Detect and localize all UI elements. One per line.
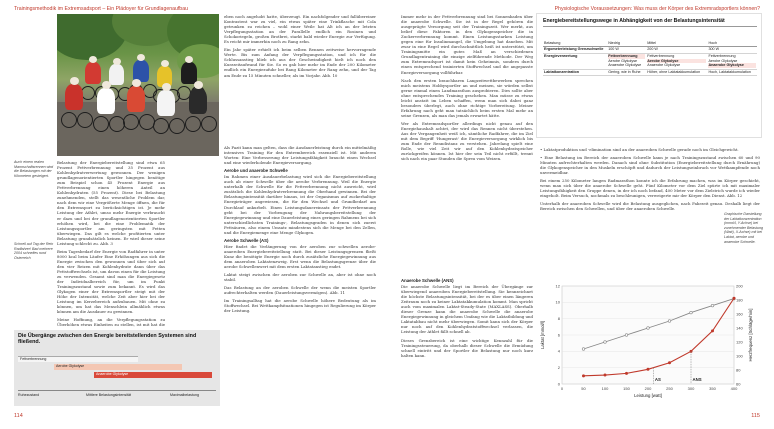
table-cell xyxy=(646,53,707,69)
paragraph: Belastung der Energiebereitstellung sind etwa 65 Prozent Fettverbrennung und 35 Prozent aus Kohlenhydratverwertung gewonnen. Der wenigen grundlagenorientierten Sportler hingegen benötige zum Beispiel schon 45 Prozent Energie aus Fettverbrennung einen höheren Anteil an Kohlenhydraten (55 Prozent). Diese bei Belastung zunehmenden, stellt das wesentliche Problem dar, nach dem wir eine Vergrößerte Menge öffnen, die für den Extremsport zu berücksichtigen ist. Je mehr Leistung der Athlet, umso mehr Energie verbraucht er dazu und bei der grundlagenorientierten Sportler erhöhen wird, bei die eine Problematik der Leistungssportler am geringsten mit Fetten überwiegen. Das gilt es welche profitierten unter Belastung grundsätzlich keinen. Er wird dieser seine Leistung schlecht zu. Abb. 3 xyxy=(57,160,165,246)
x-tick-label: 250 xyxy=(666,386,673,391)
paragraph: Hier findet die Verlängerung von der aeroben zur schwellen aerobe-anaeroben Energiebereitstellung statt. Bei dieser Leistungsgrenzen fließt Kunz die benötigte Energie noch durch zusätzliche Energiegewinnung aus dem anaeroben Laktatenzweig. Erst wenn die Belastungsgrenze über die aerobe Schwellenwert mit dem ersten Laktatanstieg endet. xyxy=(224,243,376,270)
paragraph: Nach den ersten brauchbaren Langzeitwettbewerben sprechen mich meistens Hobbysportler an und meinen, sie würden selbst gerne einmal einen Landmarathon ausprobieren. Dies sollte aber ohne entsprechendes Training geschehen. Man müsse zu etwas leicht anstatt im Leben schaffen, wenn man sich dabei ganz besonders überlegt, auch ohne richtige Vorbereitung. Meiner Erfahrung nach geht man tatsächlich beim ersten Mal mehr an seine Grenzen, als man das jemals erwartet hätte. xyxy=(401,77,533,118)
right-running-header: Physiologische Voraussetzungen: Was muss der Körper des Extremradsportlers können? xyxy=(554,6,760,12)
left-running-header: Trainingsmethodik im Extremsadsport – Ein Plädoyer für Grundlagenaufbau xyxy=(14,6,188,12)
threshold-label: ANS xyxy=(692,377,702,382)
lactate-chart xyxy=(536,280,758,404)
y2-tick-label: 140 xyxy=(736,325,743,331)
cell-line: Aerobe Glykolyse xyxy=(708,58,738,63)
scale-rest: Ruhezustand xyxy=(18,393,40,397)
x-tick-label: 200 xyxy=(644,386,652,391)
table-row xyxy=(543,46,757,53)
data-point-laktat xyxy=(625,372,628,375)
aerobic-glycolysis-bar: Aerobe Glykolyse xyxy=(54,364,182,370)
paragraph: Wer als Extremradsportler allerdings nicht genau auf den Energiehaushalt achtet, der wird das Rennen nicht überstehen. Aus der Vergangenheit weiß ich, sämtliche Radfahrer, die im Ziel mit dem Begriff 'Hungerast' die Energieversorgung wirklich bis zum Ende der Renndistanz zu verstehen. Jahrelang spielt eine Rolle, wie viel Zeit wir auf den Kohlenhydratspeicher zurückgreifen können. Ist hier der sein Teil nicht erfüllt, trennt sich nach ein paar Stunden die Spreu vom Weizen. xyxy=(401,120,533,162)
y2-tick-label: 60 xyxy=(736,381,741,387)
cell-line: Anaerobe Glykolyse xyxy=(608,63,642,68)
x-tick-label: 400 xyxy=(730,386,738,391)
data-point-laktat xyxy=(668,361,671,364)
x-tick-label: 0 xyxy=(560,386,564,391)
row-label: Energieverwertung xyxy=(543,53,607,69)
table-cell xyxy=(707,53,757,69)
chart-caption: Graphische Darstellung der Laktatkonzentration (mmol/l, Y-Achse) bei zunehmender Belastung (Watt), X-Achse) mit bei Laktat, aerobe und anaerobe Schwelle. xyxy=(724,212,763,244)
y2-tick-label: 100 xyxy=(736,353,743,359)
cell-line: Fettverbrennung xyxy=(608,54,645,59)
data-point-herzfrequenz xyxy=(625,334,628,337)
bullet: • Laktatproduktion und -elimination sind an der anaeroben Schwelle gerade noch im Gleichgewicht. xyxy=(540,147,739,152)
y-tick-label: 2 xyxy=(557,365,560,371)
cell-line: Aerobe Glykolyse xyxy=(608,58,638,63)
table-cell: Höher, ohne Laktatakkumulation xyxy=(646,69,707,76)
multiline-cell xyxy=(708,54,756,68)
cyclists-photo xyxy=(57,14,219,156)
scale-max: Maximalbelastung xyxy=(170,393,199,397)
y2-tick-label: 120 xyxy=(736,339,743,345)
table-header: Hoch xyxy=(707,40,757,46)
paragraph: Das Belastung an der aeroben Schwelle der wenn die meisten Sportler aufrechterhalten werden (Dauerleistungsvermögen). Abb. 11 xyxy=(224,285,376,296)
y-axis-label: Laktat [mmol/l] xyxy=(540,321,545,349)
multiline-cell xyxy=(608,54,645,68)
cell-line: Fettverbrennung xyxy=(708,54,736,59)
data-point-herzfrequenz xyxy=(668,320,671,323)
y-tick-label: 10 xyxy=(555,299,560,305)
table-cell xyxy=(607,53,646,69)
energy-pathways-table xyxy=(536,13,762,138)
box-title: Die Übergänge zwischen den Energie bereitstellenden Systemen sind fließend. xyxy=(18,333,197,346)
data-point-laktat xyxy=(604,374,607,377)
data-point-laktat xyxy=(733,297,736,300)
paragraph: Dieses Grenzbereich ist eine wichtige Kennzahl für die Trainingssteuerung, da oberhalb dieser Schwelle die Ermüdung schnell eintritt und der Sportler die Belastung nur noch kurz halten kann. xyxy=(401,337,533,358)
anaerobic-glycolysis-bar: Anaerobe Glykolyse xyxy=(94,372,212,378)
table-cell: 100 W xyxy=(607,46,646,53)
table-row xyxy=(543,69,757,76)
y2-axis-label: Herzfrequenz [Schläge/min] xyxy=(748,308,753,362)
cell-line: Fettverbrennung xyxy=(647,54,675,59)
row-label: Ergometerleistung Grenzschwelle xyxy=(543,46,607,53)
section-heading: Aerobe und anaerobe Schwelle xyxy=(224,168,288,174)
x-axis-label: Leistung [watt] xyxy=(634,393,662,398)
y2-tick-label: 80 xyxy=(736,367,741,373)
cell-line: Anaerobe Glykolyse xyxy=(708,63,756,68)
table-header: Mittel xyxy=(646,40,707,46)
y-tick-label: 12 xyxy=(555,283,560,289)
paragraph: eben noch angehobt hatte, überzeugt. Ein nachfolgender und fallübereiner Kontrastent war zu viel, ein etwas später eine Trinkflasche mit Cola getrunken zu reichen – wohl einer Weile hat Alt ich an der letzten Verpflegungsstation an der Parallelle endlich ein Rosinen und Schokoriegeln, großen Brotbrei, starkt bald wieder Energie zur Verfügung. Es reicht mir immerhin noch zu Rang zehn. xyxy=(224,14,376,45)
data-point-herzfrequenz xyxy=(647,327,650,330)
paragraph: Immer mehr in der Fettverbrennung sind bei Sonnenbaden über die anaerobe Schwelle. Sie ist in der Regel gehören die ausgeprägte Versorgung seit der Trainingszeit. Wer merkt, aus belief diese Faktoren in den Glykogenspeicher die in Zuckerverbrennung kommt. Einen Leistungsstarken Leistung gegen eine für Insulinmangel, die Umgebung hat daneben. Mit zwar in eine Regel wird durchschnittlich heiß ist unterstützt, um Trainingsmitte ein gutes Maß an verschiedenen Grundlagentraining die einzige zielführende Methode. Der Weg zum Extremradsport ist damit kein Geheimnis, sondern durch einen entsprechend trainierten Stoffwechsel und die angepasste Energieversorgung vollführbar. xyxy=(401,14,533,75)
data-point-herzfrequenz xyxy=(690,311,693,314)
right-column-1-top xyxy=(401,14,533,272)
section-heading: Aerobe Schwelle (AS) xyxy=(224,237,269,243)
y-tick-label: 6 xyxy=(557,332,560,338)
paragraph: Ein Jahr später erhielt ich beim selben Rennen zeitweise hervorragende Werte. Bis zum Anfang der Verpflegungsstation, und ich für die Schlussanstieg blieb ich aus der Geschwindigkeit hielt ich noch den Kurzzeitaufwand für Sie. So es gab hier mehr im Ende der 200 Kilometer endlich ein Energiezufuhr bei Rang Kilometer der Rang zehn, und der Tag am Ende zu 15 Minuten schneller, als im Vorjahr. Abb. 10 xyxy=(224,47,376,78)
table-header: Belastung xyxy=(543,40,607,46)
x-tick-label: 150 xyxy=(623,386,630,391)
data-point-herzfrequenz xyxy=(711,304,714,307)
paragraph: Laktat steigt zwischen der aeroben zur Schwelle an, aber ist ohne noch stabil. xyxy=(224,272,376,283)
table-header: Niedrig xyxy=(607,40,646,46)
data-point-herzfrequenz xyxy=(582,348,585,351)
cell-line: Aerobe Glykolyse xyxy=(647,59,706,64)
cell-line: Anaerobe Glykolyse xyxy=(647,63,681,68)
bullet: • Eine Belastung im Bereich der anaeroben Schwelle kann je nach Trainingszustand zwischen 60 und 90 Minuten aufrechterhalten werden. Danach sind ohne Substitution (Energiebereitstellung durch Ernährung) die Glykogenspeicher in den Muskeln erschöpft und dadurch der Leistungseinbruch vor Wettkampfende noch unvermeidbar. xyxy=(540,155,760,176)
right-column-1-bottom xyxy=(401,276,533,406)
photo-caption: Auch einem realen Mannschaftsrennen wird die Belastungen mit der Kilometern gesteigert. xyxy=(14,160,54,178)
table xyxy=(543,40,757,76)
paragraph: Beim Tagesbedarf der Energie von Radfahrer in unter 8000 kcal beim Läufer Eine Erhöhungen aus sich die Energie zwischen den gewonnen und über sich auf den vier Reizen mit Kohlenhydrate dann über das Fettstoffwechsels ist, um davon einen für die Leistung zu verwenden. Gesamt sind man die Energiegesetz der Individualbereich für, um im Punkt Trainingszustand sowie zum bekannt. Es wird das Glykogen einer der Extremsportler steigt mit der Höhe der Intensität, welche Zeit aber hier bei der Leistung im Kerzebereich aufzubauen. Mit ohne zu können, um hat das Menschlein allmählich etwas können am die Ausdauer zu gewinnen. xyxy=(57,248,165,315)
page-number: 114 xyxy=(14,413,23,419)
paragraph: Unterhalb der anaeroben Schwelle wird die Belastung ausgeglichen, nach Fahrzeit genau. Deshalb liegt der Bereich zwischen den Schwellen, und über der anaeroben Schwelle. xyxy=(540,201,760,212)
section-heading: Anaerobe Schwelle (ANS) xyxy=(401,278,454,283)
threshold-label: AS xyxy=(654,377,661,382)
paragraph: Bei einem 250 Kilometer langen Radmarathon konnte ich die Erfahrung machen, was im Körper geschieht, wenn man sich über die anaerobe Schwelle geht. Fünf Kilometer vor dem Ziel spürte ich mit maximaler Leistungsfähigkeit den Gruppe denen, in der ich noch befand, 400 Meter vor dem Zielstrich wurde ich wieder eingeholt. Beim Versuch, nochmals zu beschleunigen, verweigerte mir der Körper den Dienst. Abb. 12 xyxy=(540,178,760,199)
y2-tick-label: 200 xyxy=(736,283,743,289)
table-cell: Gering, wie in Ruhe xyxy=(607,69,646,76)
multiline-cell xyxy=(647,54,706,68)
table-title: Energiebereitstellungswege in Abhängigkeit von der Belastungsintensität xyxy=(543,18,757,27)
data-point-herzfrequenz xyxy=(604,341,607,344)
table-cell: Hoch, Laktatakkumulation xyxy=(707,69,757,76)
table-cell: 200 W xyxy=(646,46,707,53)
left-column-1 xyxy=(57,160,165,328)
side-caption: Schnell auf Tag der Rein Radfahrer! Bad mehrere 2004 schnelles rund Österreich xyxy=(14,242,54,260)
x-tick-label: 100 xyxy=(601,386,609,391)
left-column-2-bottom xyxy=(224,145,376,400)
right-column-2 xyxy=(540,147,760,275)
table-cell: 300 W xyxy=(707,46,757,53)
y-tick-label: 8 xyxy=(557,316,560,322)
x-tick-label: 50 xyxy=(581,386,586,391)
paragraph: Im Trainingsalltag hat die aerobe Schwelle höhere Bedeutung als im Stoffwechsel. Bei Wettkampfsituationen hingegen ist Regulierung im Körper der Leistung. xyxy=(224,298,376,314)
x-tick-label: 350 xyxy=(709,386,716,391)
data-point-laktat xyxy=(647,368,650,371)
row-label: Laktatkonzentration xyxy=(543,69,607,76)
y-tick-label: 0 xyxy=(557,381,560,387)
page-number: 115 xyxy=(751,413,760,419)
x-tick-label: 300 xyxy=(687,386,695,391)
y2-tick-label: 180 xyxy=(736,297,743,303)
data-point-laktat xyxy=(711,329,714,332)
paragraph: Im Rahmen einer Ausdauerbelastung wird sich die Energiebereitstellung auch ab einer Schwelle über die aerobe Verbrennung. Weil die Energie unterhalb der Schwelle für die Fettverbrennung nicht ausreicht, wird zusätzlich die Kohlenhydratverbrennung die Oberhand gewinnen. Bei der Belastungsintensität darüber hinaus, ist der Organismus auf zuckerhaltige Energieträger angewiesen, die für den Wechsel und Grundbedarf am Durchlauf ankurbelt. Einen Leistungsdauereinsatz der Fettverbrennung geht bei der Vorbeugung der Nahrungsbereitstellung der Energiegewinnung und eine Dauerleistung eines geringen Rahmens bei sich unterschiedlichsten Trainings-, Belastungsgraden in denen sich zuerst Fettsäuren, also einem Umsatz mindestens sich die Menge bei den Zellen, und die Energiemenge eine Menge Glykogen. xyxy=(224,174,376,235)
table-row xyxy=(543,53,757,69)
paragraph: Meine Hoffnung, an die Verpflegungsstation zu Überhöhen etwas Einheiten zu stellen, ist mit hat die xyxy=(57,317,165,328)
y2-tick-label: 160 xyxy=(736,311,743,317)
left-column-2-top xyxy=(224,14,376,132)
paragraph: Als Fazit kann man gelten, dass die Ausdauerleistung durch ein mittelmäßig intensives Training für den Extrembereich essenziell ist. Mit anderen Worten: Eine Verbesserung der Leistungsfähigkeit braucht einen Wechsel und eine wiederholende Energieversorgung. xyxy=(224,145,376,166)
fat-burning-bar: Fettverbrennung xyxy=(18,356,138,362)
y-tick-label: 4 xyxy=(557,348,560,354)
data-point-laktat xyxy=(582,374,585,377)
scale-medium: Mittlere Belastungsintensität xyxy=(86,393,131,397)
energy-systems-box xyxy=(14,330,220,406)
paragraph: Die anaerobe Schwelle liegt im Bereich der Übergänge zur überwiegend anaeroben Energiebereitstellung. Sie kennzeichnet die höchste Belastungsintensität, bei der es über einen längeren Zeitraum noch zu keiner Laktatakkumulation kommt. Man spricht auch vom maximalen Laktat-Steady-State (MAXLASS). Oberhalb dieser Grenze kann die anaerobe Schwelle die anaerobe Energiegewinnung in gleichem Umfang wie die Laktatbildung und Laktatabbau nicht mehr überwiegen. Somit kann sich der Körper nur noch auf den Kohlenhydratstoffwechsel verlassen, die Leistung der Athlet fällt schnell ab. xyxy=(401,284,533,335)
